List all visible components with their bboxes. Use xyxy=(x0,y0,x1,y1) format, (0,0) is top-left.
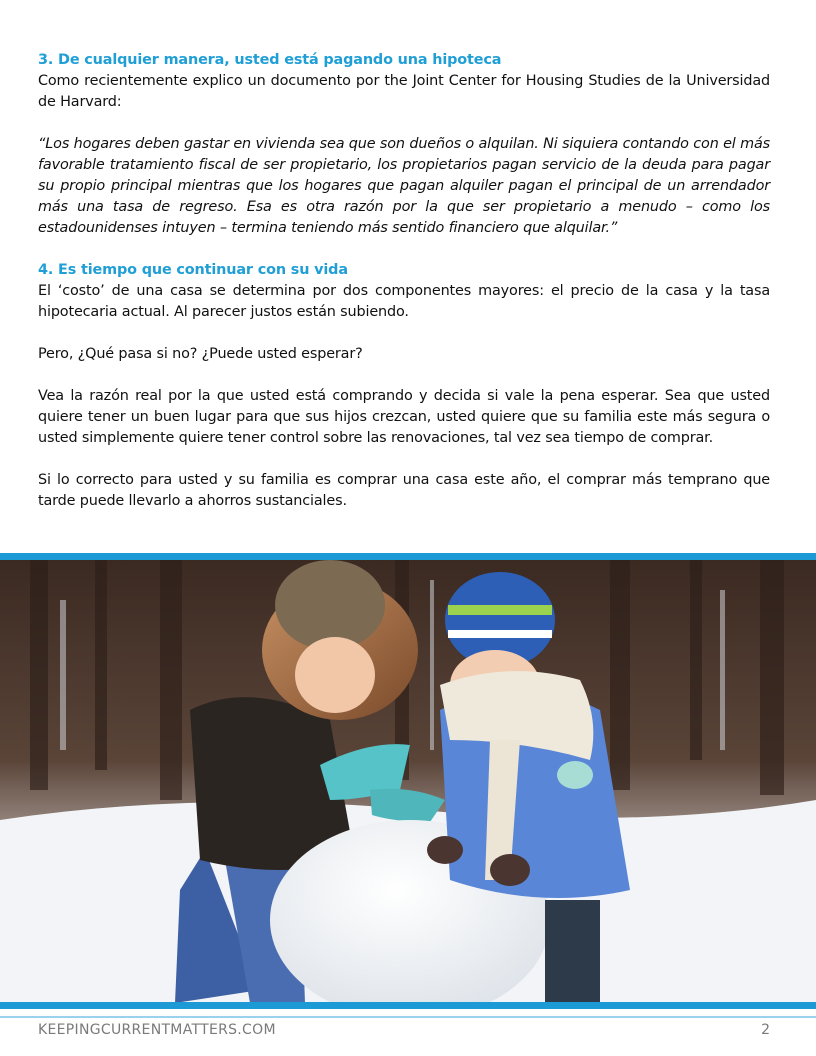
section-3-heading: 3. De cualquier manera, usted está pagando una hipoteca xyxy=(38,52,502,68)
section-4-paragraph-1: El ‘costo’ de una casa se determina por dos componentes mayores: el precio de la casa y la tasa hipotecaria actual. Al parecer justos están subiendo. xyxy=(38,283,770,320)
page-number: 2 xyxy=(761,1022,770,1038)
section-3-intro: Como recientemente explico un documento por the Joint Center for Housing Studies de la Universidad de Harvard: xyxy=(38,73,770,110)
section-4-paragraph-3: Vea la razón real por la que usted está comprando y decida si vale la pena esperar. Sea que usted quiere tener un buen lugar para que sus hijos crezcan, usted quiere que su familia este más segura o usted simplemente quiere tener control sobre las renovaciones, tal vez sea tiempo de comprar. xyxy=(38,388,770,446)
article-body xyxy=(38,50,770,512)
footer-site: KEEPINGCURRENTMATTERS.COM xyxy=(38,1022,276,1038)
section-4-paragraph-4: Si lo correcto para usted y su familia es comprar una casa este año, el comprar más temprano que tarde puede llevarlo a ahorros sustanciales. xyxy=(38,472,770,509)
photo-top-bar xyxy=(0,553,816,560)
children-snow-photo xyxy=(0,560,816,1003)
section-4-paragraph-2: Pero, ¿Qué pasa si no? ¿Puede usted esperar? xyxy=(38,346,363,362)
section-4-heading: 4. Es tiempo que continuar con su vida xyxy=(38,262,348,278)
footer-divider xyxy=(0,1016,816,1018)
section-3-quote: “Los hogares deben gastar en vivienda sea que son dueños o alquilan. Ni siquiera contando con el más favorable tratamiento fiscal de ser propietario, los propietarios pagan servicio de la deuda para pagar su propio principal mientras que los hogares que pagan alquiler pagan el principal de un arrendador más una tasa de regreso. Esa es otra razón por la que ser propietario a menudo – como los estadounidenses intuyen – termina teniendo más sentido financiero que alquilar.” xyxy=(38,136,770,236)
photo-bottom-bar xyxy=(0,1002,816,1009)
